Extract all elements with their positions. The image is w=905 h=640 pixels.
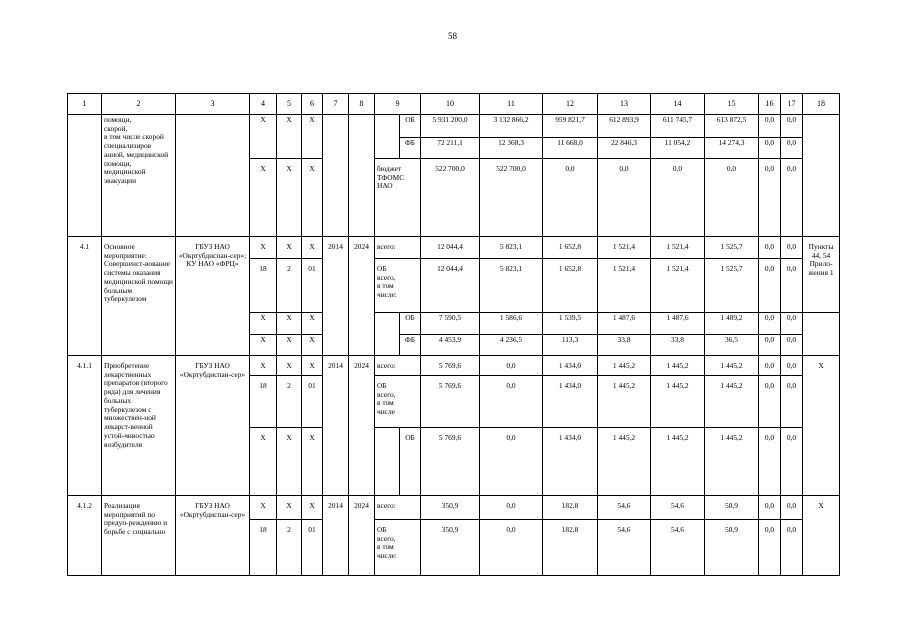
cell: X — [250, 115, 277, 159]
col-header: 2 — [102, 94, 176, 115]
table-row — [68, 356, 840, 376]
cell: 1 445,2 — [651, 356, 705, 376]
cell: 1 445,2 — [598, 376, 651, 428]
cell: 1 489,2 — [705, 313, 759, 335]
cell: 7 590,5 — [421, 313, 480, 335]
cell: 0,0 — [759, 159, 781, 237]
cell: 0,0 — [759, 356, 781, 376]
executor: ГБУЗ НАО «Окртубдиспан-сер»; КУ НАО «ФРЦ» — [176, 237, 250, 356]
cell: 12 044,4 — [421, 237, 480, 259]
cell: 1 445,2 — [705, 376, 759, 428]
cell: 0,0 — [705, 159, 759, 237]
cell: 0,0 — [781, 356, 803, 376]
cell: 1 445,2 — [651, 376, 705, 428]
cell: X — [250, 428, 277, 496]
cell: 0,0 — [480, 520, 543, 576]
col-header: 11 — [480, 94, 543, 115]
cell: 0,0 — [781, 520, 803, 576]
cell: 1 521,4 — [598, 237, 651, 259]
row-name: Основное мероприятие: Совершенст-вование системы оказания медицинской помощи больным туберкулезом — [102, 237, 176, 356]
cell: 5 823,1 — [480, 237, 543, 259]
row-number: 4.1 — [68, 237, 102, 356]
col-header: 17 — [781, 94, 803, 115]
cell: 18 — [250, 259, 277, 313]
cell: 959 821,7 — [543, 115, 598, 138]
cell: 522 700,0 — [480, 159, 543, 237]
cell: 2 — [277, 259, 302, 313]
cell: 22 846,3 — [598, 138, 651, 159]
end-year: 2024 — [349, 496, 375, 576]
col-header: 5 — [277, 94, 302, 115]
cell: 1 487,6 — [651, 313, 705, 335]
cell: X — [277, 356, 302, 376]
cell: 01 — [302, 520, 323, 576]
cell: 72 211,1 — [421, 138, 480, 159]
cell: 01 — [302, 376, 323, 428]
cell: X — [250, 335, 277, 356]
cell: 0,0 — [759, 335, 781, 356]
col-header: 1 — [68, 94, 102, 115]
cell: 18 — [250, 376, 277, 428]
cell: X — [277, 496, 302, 520]
start-year: 2014 — [323, 496, 349, 576]
cell: X — [302, 335, 323, 356]
cell: 182,8 — [543, 520, 598, 576]
cell: 0,0 — [759, 115, 781, 138]
col-header: 15 — [705, 94, 759, 115]
cell: ОБ — [400, 313, 421, 335]
cell: 0,0 — [781, 335, 803, 356]
cell: бюджет ТФОМС НАО — [375, 159, 421, 237]
col-header: 16 — [759, 94, 781, 115]
cell: X — [250, 313, 277, 335]
end-year: 2024 — [349, 356, 375, 496]
cell: 33,8 — [598, 335, 651, 356]
cell: X — [302, 496, 323, 520]
cell: 5 769,6 — [421, 356, 480, 376]
note: X — [803, 496, 840, 576]
cell: X — [302, 159, 323, 237]
cell: 5 823,1 — [480, 259, 543, 313]
cell: 0,0 — [759, 520, 781, 576]
cell: 12 044,4 — [421, 259, 480, 313]
cell: 1 445,2 — [598, 356, 651, 376]
cell: 1 445,2 — [705, 356, 759, 376]
cell: 54,6 — [651, 520, 705, 576]
table-row — [68, 115, 840, 138]
note: Пункты 44, 54 Прило-жения 1 — [803, 237, 840, 313]
cell: 5 931 200,0 — [421, 115, 480, 138]
col-header: 12 — [543, 94, 598, 115]
cell: 2 — [277, 520, 302, 576]
cell: X — [277, 237, 302, 259]
executor: ГБУЗ НАО «Окртубдиспан-сер» — [176, 356, 250, 496]
row-name: Реализация мероприятий по предуп-реждению и борьбе с социально — [102, 496, 176, 576]
cell: 0,0 — [480, 356, 543, 376]
cell: 11 054,2 — [651, 138, 705, 159]
cell: 2 — [277, 376, 302, 428]
cell: X — [277, 115, 302, 159]
cell: ФБ — [400, 138, 421, 159]
cell: 0,0 — [781, 496, 803, 520]
cell: 0,0 — [759, 237, 781, 259]
cell: 1 434,0 — [543, 356, 598, 376]
cell: ОБ — [400, 115, 421, 138]
cell: 33,8 — [651, 335, 705, 356]
cell: 14 274,3 — [705, 138, 759, 159]
col-header: 14 — [651, 94, 705, 115]
cell: X — [302, 313, 323, 335]
col-header: 4 — [250, 94, 277, 115]
cell: 1 487,6 — [598, 313, 651, 335]
cell: 1 521,4 — [598, 259, 651, 313]
cell: ФБ — [400, 335, 421, 356]
note: X — [803, 356, 840, 496]
cell: 54,6 — [598, 520, 651, 576]
cell: 1 525,7 — [705, 259, 759, 313]
cell: 522 700,0 — [421, 159, 480, 237]
cell: X — [250, 496, 277, 520]
col-header: 9 — [375, 94, 421, 115]
cell: 0,0 — [781, 138, 803, 159]
cell: ОБ — [400, 428, 421, 496]
cell: 0,0 — [759, 313, 781, 335]
cell: 4 236,5 — [480, 335, 543, 356]
cell: 1 521,4 — [651, 237, 705, 259]
cell: 0,0 — [759, 259, 781, 313]
row-name: помощи, скорой, в том числе скорой специализиров анной, медицинской помощи, медицинской эвакуации — [102, 115, 176, 237]
col-header: 6 — [302, 94, 323, 115]
cell: всего: — [375, 496, 421, 520]
cell: 1 652,8 — [543, 237, 598, 259]
cell: 3 132 866,2 — [480, 115, 543, 138]
cell: 1 525,7 — [705, 237, 759, 259]
cell: всего: — [375, 356, 421, 376]
cell: 0,0 — [759, 496, 781, 520]
cell: 1 652,8 — [543, 259, 598, 313]
cell: X — [277, 428, 302, 496]
cell: 0,0 — [781, 115, 803, 138]
col-header: 7 — [323, 94, 349, 115]
col-header: 3 — [176, 94, 250, 115]
cell: 0,0 — [759, 138, 781, 159]
cell: 36,5 — [705, 335, 759, 356]
cell: 350,9 — [421, 496, 480, 520]
cell: 12 368,3 — [480, 138, 543, 159]
col-header: 13 — [598, 94, 651, 115]
row-number: 4.1.1 — [68, 356, 102, 496]
cell: 613 872,5 — [705, 115, 759, 138]
cell: X — [277, 313, 302, 335]
cell: 11 668,0 — [543, 138, 598, 159]
cell: X — [250, 356, 277, 376]
cell: ОБ всего, в том числе — [375, 376, 421, 428]
table-row — [68, 496, 840, 520]
cell: 1 445,2 — [705, 428, 759, 496]
page-number: 58 — [448, 31, 457, 41]
cell: 1 434,0 — [543, 428, 598, 496]
col-header: 8 — [349, 94, 375, 115]
cell: 0,0 — [781, 428, 803, 496]
cell: 4 453,9 — [421, 335, 480, 356]
cell: 1 445,2 — [598, 428, 651, 496]
executor: ГБУЗ НАО «Окртубдиспан-сер» — [176, 496, 250, 576]
row-number: 4.1.2 — [68, 496, 102, 576]
cell: X — [250, 237, 277, 259]
cell: всего: — [375, 237, 421, 259]
cell: 113,3 — [543, 335, 598, 356]
cell: 0,0 — [480, 376, 543, 428]
cell: 0,0 — [543, 159, 598, 237]
cell: X — [302, 115, 323, 159]
cell: 612 893,9 — [598, 115, 651, 138]
cell: 0,0 — [598, 159, 651, 237]
cell: X — [302, 428, 323, 496]
cell: 0,0 — [781, 159, 803, 237]
cell: 54,6 — [598, 496, 651, 520]
cell: 1 434,0 — [543, 376, 598, 428]
cell: X — [302, 237, 323, 259]
cell: X — [302, 356, 323, 376]
start-year: 2014 — [323, 356, 349, 496]
cell: ОБ всего, в том числе: — [375, 520, 421, 576]
cell: 0,0 — [480, 496, 543, 520]
cell: 18 — [250, 520, 277, 576]
column-number-row — [68, 94, 840, 115]
cell: X — [277, 159, 302, 237]
budget-table — [67, 93, 840, 576]
cell: 182,8 — [543, 496, 598, 520]
cell: 350,9 — [421, 520, 480, 576]
cell: 0,0 — [480, 428, 543, 496]
cell: 1 586,6 — [480, 313, 543, 335]
cell: X — [250, 159, 277, 237]
cell: 0,0 — [651, 159, 705, 237]
cell: 58,9 — [705, 496, 759, 520]
cell: 0,0 — [781, 237, 803, 259]
cell: 0,0 — [781, 376, 803, 428]
cell: X — [277, 335, 302, 356]
end-year: 2024 — [349, 237, 375, 356]
table-row — [68, 237, 840, 259]
cell: 0,0 — [781, 313, 803, 335]
cell: 0,0 — [759, 376, 781, 428]
cell: 0,0 — [759, 428, 781, 496]
cell: 611 745,7 — [651, 115, 705, 138]
col-header: 18 — [803, 94, 840, 115]
cell: 1 521,4 — [651, 259, 705, 313]
cell: 1 445,2 — [651, 428, 705, 496]
cell: 1 539,5 — [543, 313, 598, 335]
row-name: Приобретение лекарственных препаратов (второго ряда) для лечения больных туберкулезом с множествен-ной лекарст-венной устой-чивостью возбудителя — [102, 356, 176, 496]
cell: 5 769,6 — [421, 428, 480, 496]
cell: 58,9 — [705, 520, 759, 576]
cell: 01 — [302, 259, 323, 313]
cell: ОБ всего, в том числе: — [375, 259, 421, 313]
cell: 54,6 — [651, 496, 705, 520]
col-header: 10 — [421, 94, 480, 115]
start-year: 2014 — [323, 237, 349, 356]
cell: 5 769,6 — [421, 376, 480, 428]
cell: 0,0 — [781, 259, 803, 313]
